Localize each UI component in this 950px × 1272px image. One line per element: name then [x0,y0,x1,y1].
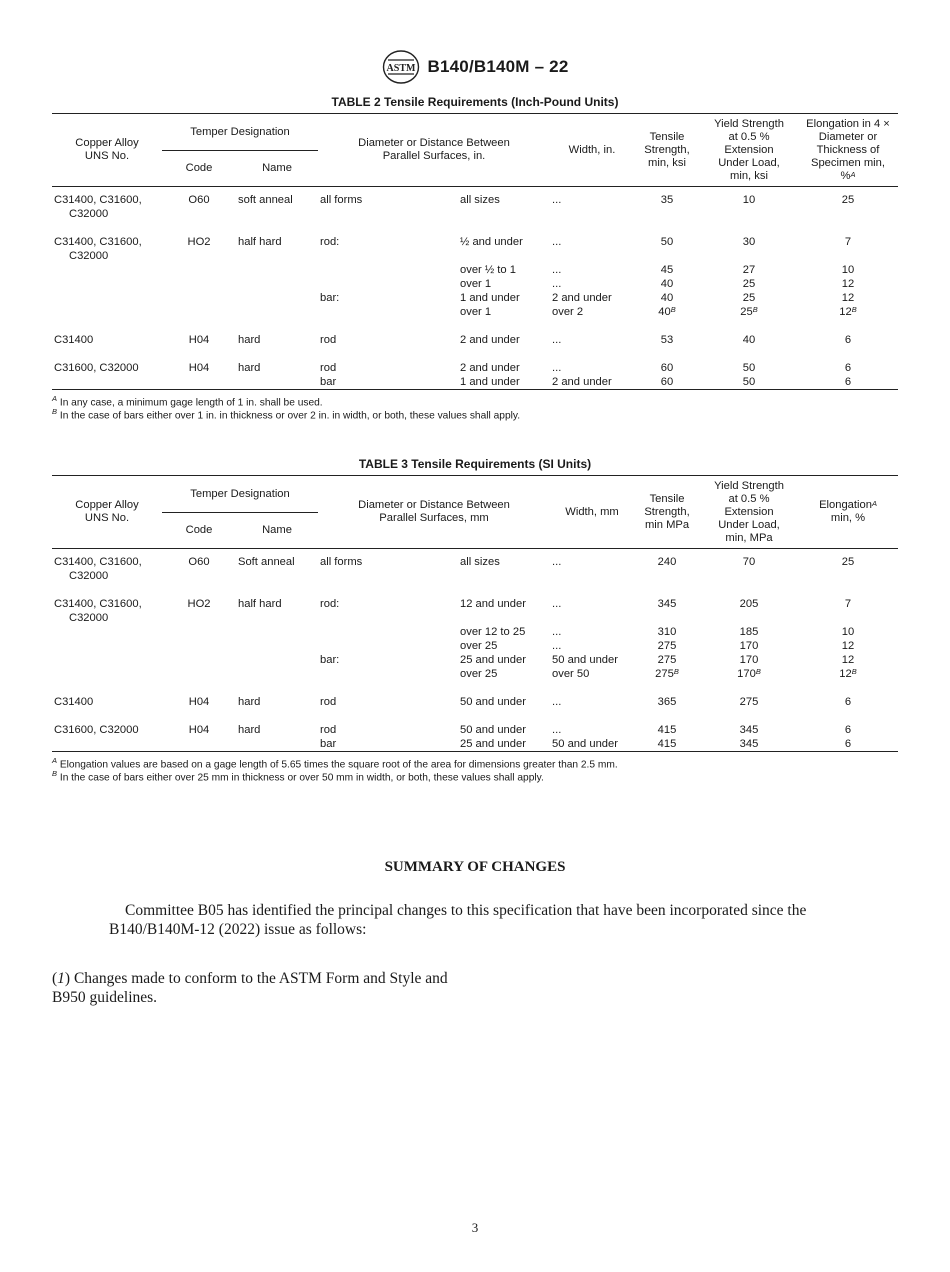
table3-header-temper: Temper Designation [162,476,318,513]
table-row: C31400, C31600, HO2 half hard rod: 12 and under ... 345 205 7 [54,598,852,610]
change-item: (1) Changes made to conform to the ASTM Form and Style and B950 guidelines. [52,970,448,1006]
table-row: C31600, C32000 H04 hard rod 2 and under ... 60 50 6 [54,362,852,374]
table3-footnote-a: $^A$ Elongation values are based on a gage length of 5.65 times the square root of the area for dimensions greater than 2.5 mm. [52,756,618,771]
table-row: over ½ to 1 ... 45 27 10 [460,264,855,276]
table2 [52,113,898,390]
table-row: C31600, C32000 H04 hard rod 50 and under ... 415 345 6 [54,724,852,736]
table-row: over 12 to 25 ... 310 185 10 [460,626,855,638]
table-row: C32000 [69,250,109,262]
table3-caption: TABLE 3 Tensile Requirements (SI Units) [358,457,592,471]
table3-header-yield: Yield Strength at 0.5 % Extension Under Load, min, MPa [700,476,798,549]
table2-header-yield: Yield Strength at 0.5 % Extension Under Load, min, ksi [700,114,798,187]
table3-header-tensile: Tensile Strength, min MPa [634,476,700,549]
table-row: C31400 H04 hard rod 50 and under ... 365 275 6 [54,696,852,708]
table-row: C31400 H04 hard rod 2 and under ... 53 40 6 [54,334,852,346]
table-row: over 25 ... 275 170 12 [460,640,855,652]
table3-header-width: Width, mm [550,476,634,549]
table2-header-width: Width, in. [550,114,634,187]
table3-header-alloy: Copper Alloy UNS No. [52,476,162,549]
table2-header-diameter: Diameter or Distance Between Parallel Surfaces, in. [318,114,550,187]
table2-header-elongation: Elongation in 4 × Diameter or Thickness of Specimen min, %$^A$ [798,114,898,187]
table-row: C31400, C31600, HO2 half hard rod: ½ and under ... 50 30 7 [54,236,852,248]
astm-logo-icon [382,50,420,84]
table-row: C32000 [69,208,109,220]
table3-header-name: Name [236,513,318,549]
table-row: C31400, C31600, O60 soft anneal all forms all sizes ... 35 10 25 [54,194,855,206]
table2-footnote-a: $^A$ In any case, a minimum gage length of 1 in. shall be used. [52,394,323,409]
table-row: bar 1 and under 2 and under 60 50 6 [52,375,898,390]
table3-header-elongation: Elongation$^A$ min, % [798,476,898,549]
table3-header-diameter: Diameter or Distance Between Parallel Surfaces, mm [318,476,550,549]
table2-header-temper: Temper Designation [162,114,318,151]
document-id: B140/B140M – 22 [427,57,569,76]
table-row: over 1 over 2 $40^B$ $25^B$ $12^B$ [460,305,857,318]
table3-footnote-b: $^B$ In the case of bars either over 25 mm in thickness or over 50 mm in width, or both, these values shall apply. [52,769,544,784]
table3 [52,475,898,752]
table2-footnote-b: $^B$ In the case of bars either over 1 in. in thickness or over 2 in. in width, or both, these values shall apply. [52,407,521,422]
table3-header-code: Code [162,513,236,549]
table-row: C32000 [69,612,109,624]
table-row: over 25 over 50 $275^B$ $170^B$ $12^B$ [460,667,857,680]
table2-header-tensile: Tensile Strength, min, ksi [634,114,700,187]
table-row: bar 25 and under 50 and under 415 345 6 [52,737,898,752]
svg-text:ASTM: ASTM [386,63,415,74]
page-number: 3 [471,1220,479,1235]
table-row: C32000 [69,570,109,582]
summary-intro: Committee B05 has identified the principal changes to this specification that have been incorporated since the B140/B140M-12 (2022) issue as follows: [109,902,807,938]
table2-caption: TABLE 2 Tensile Requirements (Inch-Pound Units) [331,95,619,109]
table-row: bar: 25 and under 50 and under 275 170 12 [320,654,855,666]
table-row: over 1 ... 40 25 12 [460,278,855,290]
table-row: C31400, C31600, O60 Soft anneal all forms all sizes ... 240 70 25 [54,556,855,568]
table-row: bar: 1 and under 2 and under 40 25 12 [320,292,855,304]
table2-header-alloy: Copper Alloy UNS No. [52,114,162,187]
table2-header-code: Code [162,151,236,187]
summary-title: SUMMARY OF CHANGES [384,859,566,875]
page-header [0,50,950,84]
table2-header-name: Name [236,151,318,187]
